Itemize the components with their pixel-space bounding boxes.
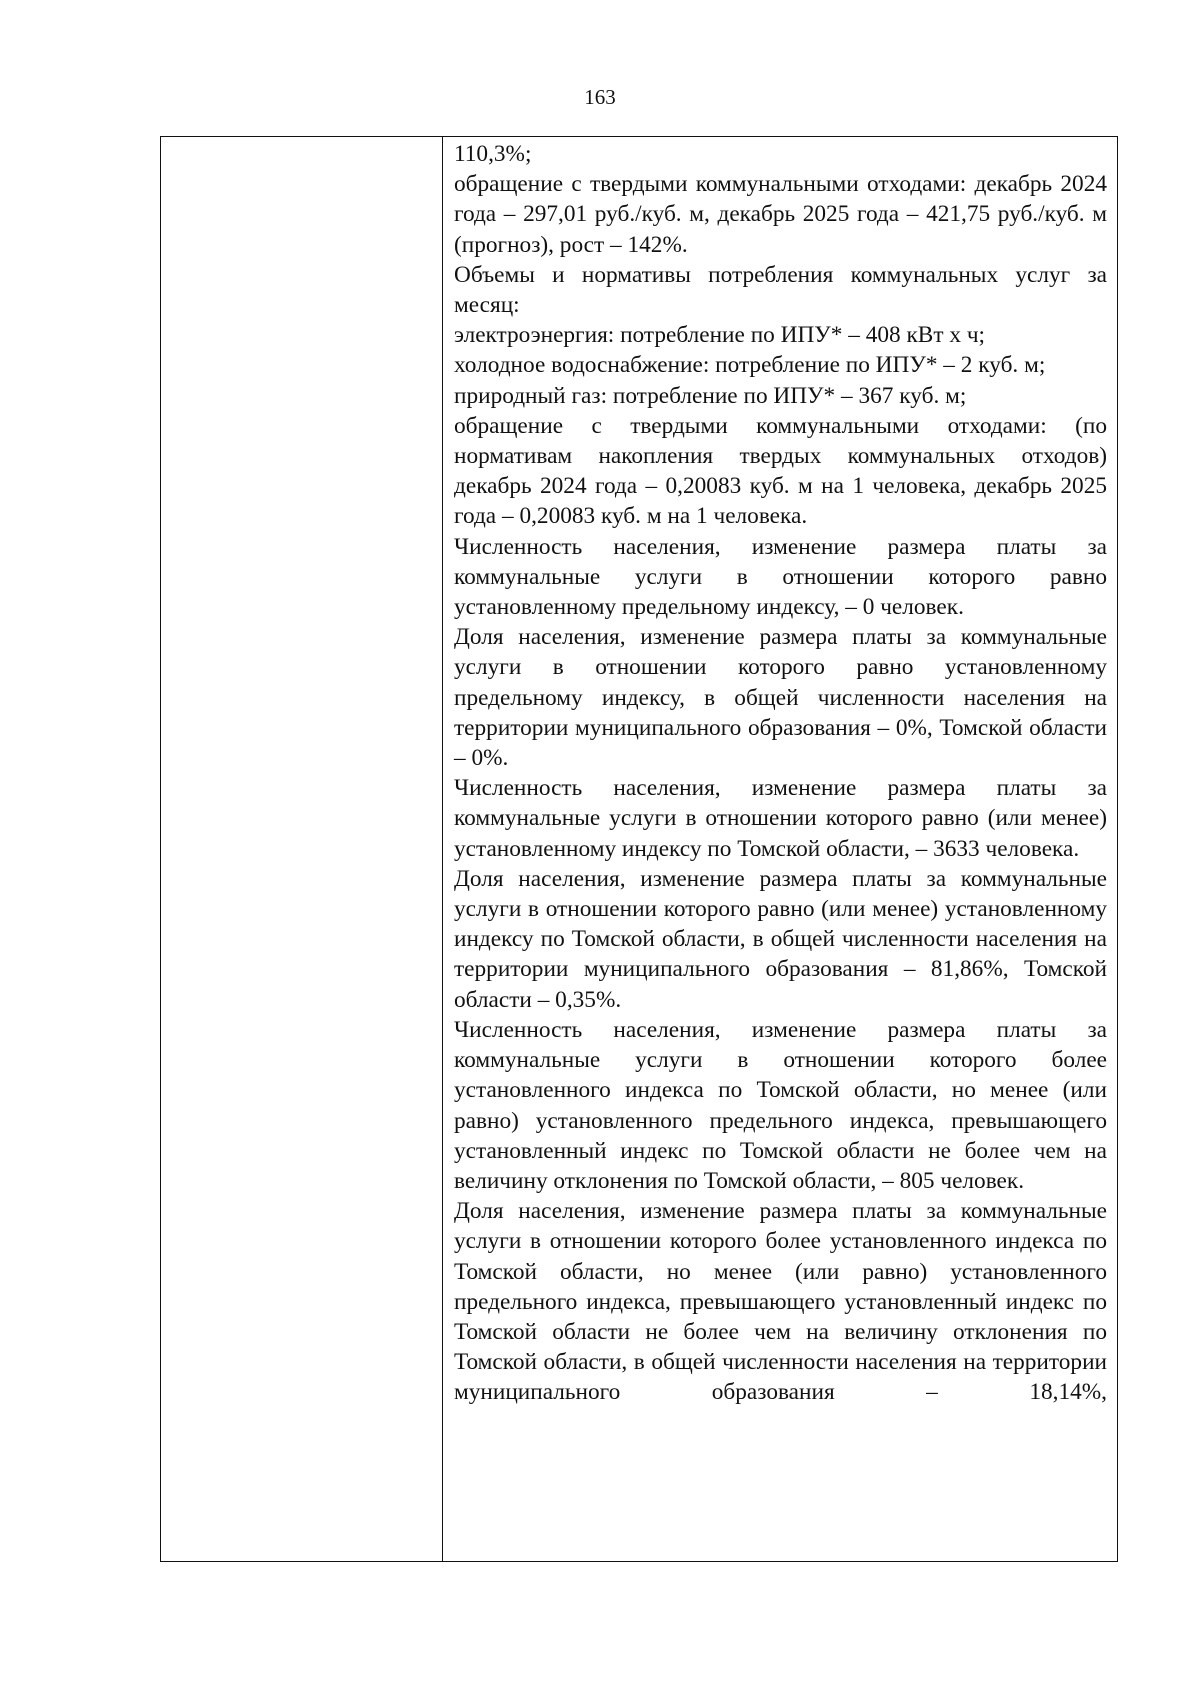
- text-paragraph: Доля населения, изменение размера платы за коммунальные услуги в отношении которого более установленного индекса по Томской области, но менее (или равно) установленного предельного индекса, превышающего установленный индекс по Томской области не более чем на величину отклонения по Томской области, в общей численности населения на территории муниципального образования – 18,14%,: [454, 1198, 1107, 1406]
- table-right-cell: [443, 137, 1117, 1561]
- text-paragraph: обращение с твердыми коммунальными отходами: (по нормативам накопления твердых коммунальных отходов) декабрь 2024 года – 0,20083 куб. м на 1 человека, декабрь 2025 года – 0,20083 куб. м на 1 человека.: [454, 412, 1107, 530]
- text-paragraph: Численность населения, изменение размера платы за коммунальные услуги в отношении которого равно установленному предельному индексу, – 0 человек.: [454, 533, 1107, 621]
- text-paragraph: природный газ: потребление по ИПУ* – 367 куб. м;: [454, 382, 967, 409]
- table-left-cell: [161, 137, 443, 1561]
- text-paragraph: Доля населения, изменение размера платы за коммунальные услуги в отношении которого равно (или менее) установленному индексу по Томской области, в общей численности населения на территории муниципального образования – 81,86%, Томской области – 0,35%.: [454, 865, 1107, 1013]
- text-paragraph: электроэнергия: потребление по ИПУ* – 408 кВт х ч;: [454, 322, 986, 349]
- content-table: [160, 136, 1118, 1562]
- text-paragraph: Численность населения, изменение размера платы за коммунальные услуги в отношении которого более установленного индекса по Томской области, но менее (или равно) установленного предельного индекса, превышающего установленный индекс по Томской области не более чем на величину отклонения по Томской области, – 805 человек.: [454, 1016, 1107, 1194]
- text-paragraph: Объемы и нормативы потребления коммунальных услуг за месяц:: [454, 261, 1107, 319]
- text-paragraph: 110,3%;: [454, 141, 532, 167]
- text-paragraph: Доля населения, изменение размера платы за коммунальные услуги в отношении которого равно установленному предельному индексу, в общей численности населения на территории муниципального образования – 0%, Томской области – 0%.: [454, 624, 1107, 772]
- text-paragraph: обращение с твердыми коммунальными отходами: декабрь 2024 года – 297,01 руб./куб. м, декабрь 2025 года – 421,75 руб./куб. м (прогноз), рост – 142%.: [454, 171, 1107, 258]
- text-paragraph: Численность населения, изменение размера платы за коммунальные услуги в отношении которого равно (или менее) установленному индексу по Томской области, – 3633 человека.: [454, 775, 1107, 862]
- text-paragraph: холодное водоснабжение: потребление по ИПУ* – 2 куб. м;: [454, 352, 1046, 379]
- page-number: 163: [584, 85, 616, 109]
